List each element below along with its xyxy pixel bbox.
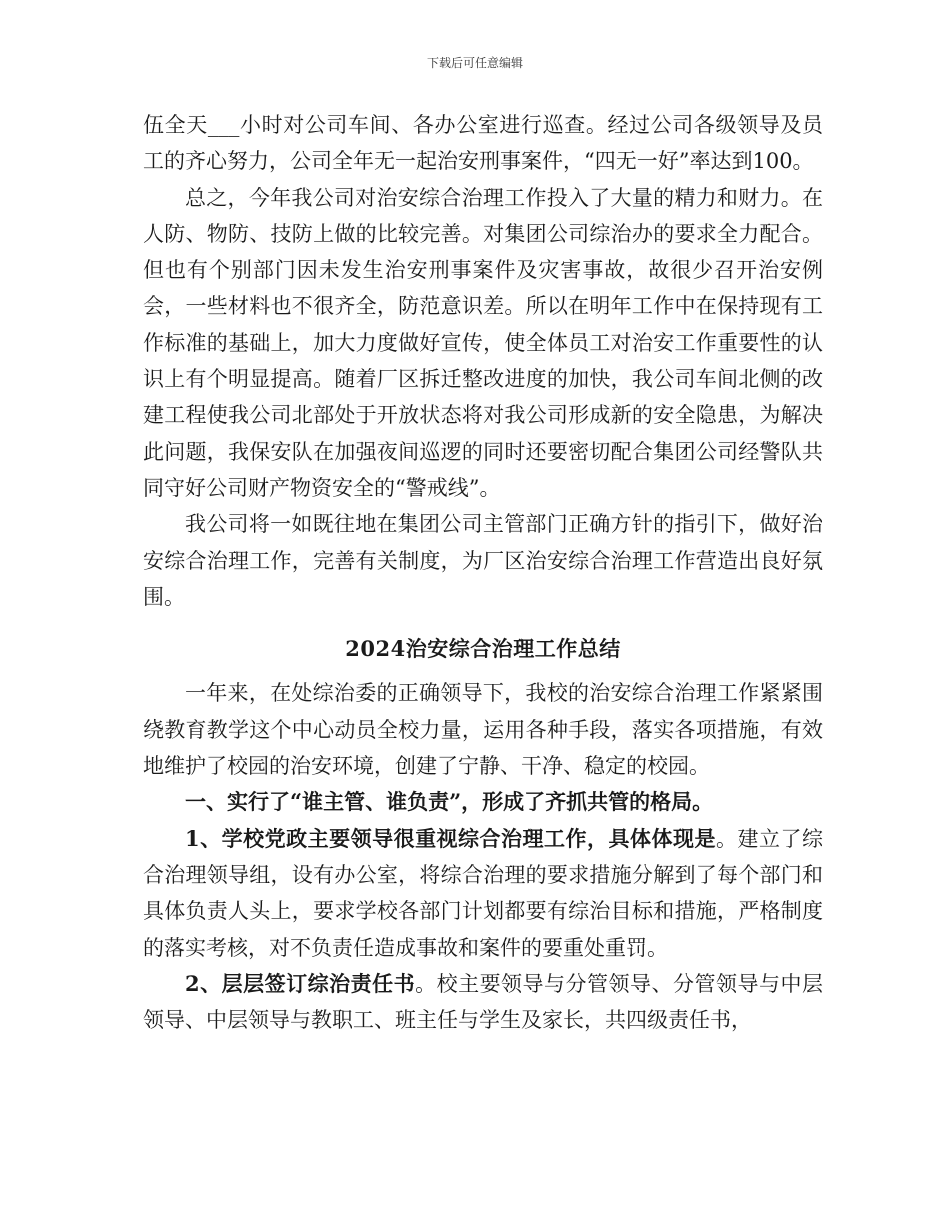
item-2 [143,966,823,1039]
section-heading-1: 一、实行了“谁主管、谁负责”，形成了齐抓共管的格局。 [185,789,714,815]
document-body [143,107,823,1038]
item-2-lead: 2、层层签订综治责任书 [185,970,416,996]
item-2-text: 。校主要领导与分管领导、分管领导与中层领导、中层领导与教职工、班主任与学生及家长，共四级责任书， [143,971,823,1033]
item-1-text: 。建立了综合治理领导组，设有办公室，将综合治理的要求措施分解到了每个部门和具体负责人头上，要求学校各部门计划都要有综治目标和措施，严格制度的落实考核，对不负责任造成事故和案件的要重处重罚。 [143,826,823,960]
paragraph-1: 伍全天___小时对公司车间、各办公室进行巡查。经过公司各级领导及员工的齐心努力，公司全年无一起治安刑事案件，“四无一好”率达到100。 [143,113,823,174]
section-intro: 一年来，在处综治委的正确领导下，我校的治安综合治理工作紧紧围绕教育教学这个中心动员全校力量，运用各种手段，落实各项措施，有效地维护了校园的治安环境，创建了宁静、干净、稳定的校园。 [143,681,823,779]
section-title: 2024治安综合治理工作总结 [345,636,621,662]
paragraph-2: 总之，今年我公司对治安综合治理工作投入了大量的精力和财力。在人防、物防、技防上做的比较完善。对集团公司综治办的要求全力配合。但也有个别部门因未发生治安刑事案件及灾害事故，故很少召开治安例会，一些材料也不很齐全，防范意识差。所以在明年工作中在保持现有工作标准的基础上，加大力度做好宣传，使全体员工对治安工作重要性的认识上有个明显提高。随着厂区拆迁整改进度的加快，我公司车间北侧的改建工程使我公司北部处于开放状态将对我公司形成新的安全隐患，为解决此问题，我保安队在加强夜间巡逻的同时还要密切配合集团公司经警队共同守好公司财产物资安全的“警戒线”。 [143,185,823,500]
item-1 [143,821,823,966]
paragraph-3: 我公司将一如既往地在集团公司主管部门正确方针的指引下，做好治安综合治理工作，完善有关制度，为厂区治安综合治理工作营造出良好氛围。 [143,512,823,609]
page-header: 下载后可任意编辑 [426,56,523,70]
item-1-lead: 1、学校党政主要领导很重视综合治理工作，具体体现是 [185,825,717,851]
